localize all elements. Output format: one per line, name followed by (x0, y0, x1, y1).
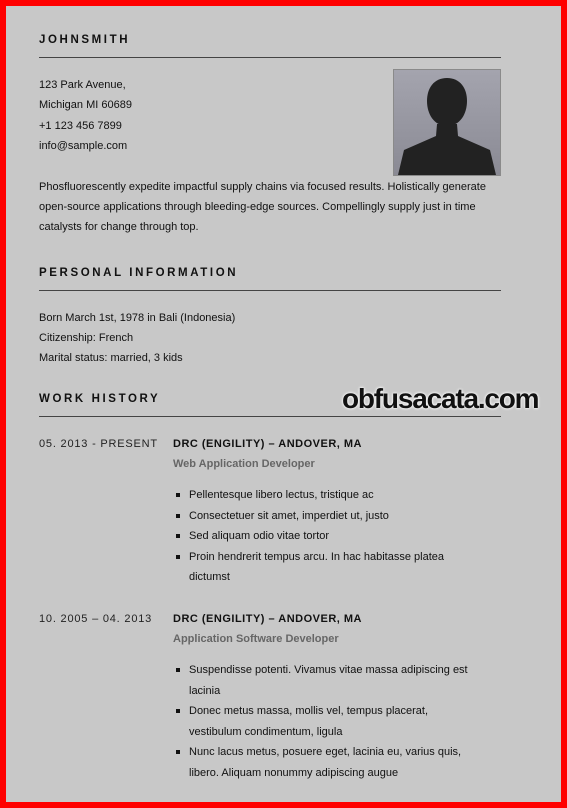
address-line2: Michigan MI 60689 (39, 99, 132, 111)
list-item: Proin hendrerit tempus arcu. In hac habitasse platea dictumst (173, 547, 483, 588)
job-role: Application Software Developer (173, 633, 339, 645)
citizenship-info: Citizenship: French (39, 332, 134, 344)
job-bullets (173, 485, 483, 588)
born-info: Born March 1st, 1978 in Bali (Indonesia) (39, 312, 236, 324)
watermark-text: obfusacata.com (342, 383, 539, 414)
resume-page (6, 6, 561, 802)
job-role: Web Application Developer (173, 458, 315, 470)
phone: +1 123 456 7899 (39, 120, 122, 132)
address-line1: 123 Park Avenue, (39, 79, 126, 91)
profile-photo (393, 69, 501, 176)
job-dates: 10. 2005 – 04. 2013 (39, 613, 153, 625)
work-history-divider (39, 416, 501, 417)
work-history-heading: WORK HISTORY (39, 393, 161, 405)
name-heading: JOHNSMITH (39, 34, 131, 46)
list-item: Nunc lacus metus, posuere eget, lacinia eu, varius quis, libero. Aliquam nonummy adipiscing augue (173, 742, 483, 783)
personal-info-divider (39, 290, 501, 291)
person-silhouette-icon (394, 70, 500, 175)
list-item: Consectetuer sit amet, imperdiet ut, justo (173, 506, 483, 527)
profile-summary: Phosfluorescently expedite impactful supply chains via focused results. Holistically generate open-source applications through bleeding-edge sources. Compellingly supply just in time catalysts for change through top. (39, 181, 486, 233)
job-dates: 05. 2013 - PRESENT (39, 438, 158, 450)
job-company: DRC (ENGILITY) – ANDOVER, MA (173, 438, 362, 450)
email: info@sample.com (39, 140, 128, 152)
marital-info: Marital status: married, 3 kids (39, 352, 183, 364)
name-divider (39, 57, 501, 58)
list-item: Donec metus massa, mollis vel, tempus placerat, vestibulum condimentum, ligula (173, 701, 483, 742)
job-bullets (173, 660, 483, 783)
list-item: Sed aliquam odio vitae tortor (173, 526, 483, 547)
personal-info-heading: PERSONAL INFORMATION (39, 267, 239, 279)
list-item: Pellentesque libero lectus, tristique ac (173, 485, 483, 506)
job-company: DRC (ENGILITY) – ANDOVER, MA (173, 613, 362, 625)
list-item: Suspendisse potenti. Vivamus vitae massa adipiscing est lacinia (173, 660, 483, 701)
